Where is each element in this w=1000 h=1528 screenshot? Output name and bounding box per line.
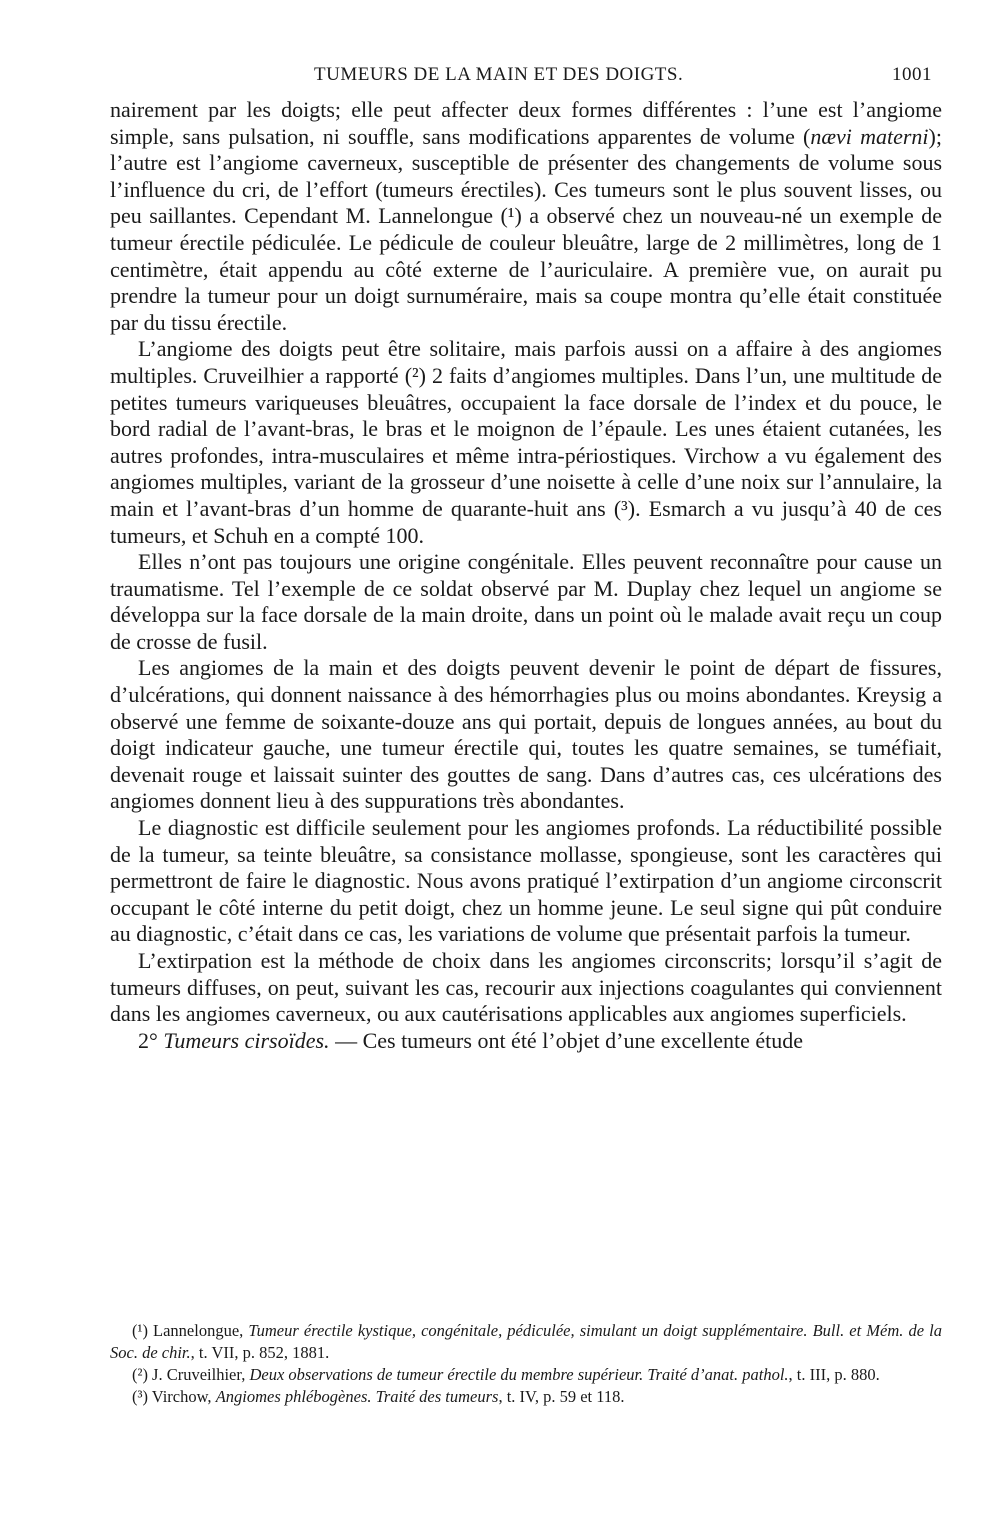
text-run: ); l’autre est l’angiome caverneux, susceptible de présenter des changements de volume sous l’influence du cri, de l’effort (tumeurs érectiles). Ces tumeurs sont le plus souvent lisses, ou peu saillantes. Cependant M. Lannelongue (¹) a observé chez un nouveau-né un exemple de tumeur érectile pédiculée. Le pédicule de couleur bleuâtre, large de 2 millimètres, long de 1 centimètre, était appendu au côté externe de l’auriculaire. A première vue, on aurait pu prendre la tumeur pour un doigt surnuméraire, mais sa coupe montra qu’elle était constituée par du tissu érectile. <box>110 123 942 335</box>
paragraph <box>110 549 942 655</box>
text-run: , t. VII, p. 852, 1881. <box>190 1343 330 1362</box>
footnote <box>110 1320 942 1364</box>
text-run: 2° <box>138 1027 164 1053</box>
footnote <box>110 1364 942 1386</box>
paragraph <box>110 815 942 948</box>
text-run: (³) Virchow, <box>132 1387 216 1406</box>
text-run: — Ces tumeurs ont été l’objet d’une excellente étude <box>329 1027 804 1053</box>
paragraph <box>110 97 942 336</box>
running-title: TUMEURS DE LA MAIN ET DES DOIGTS. <box>314 64 684 85</box>
body-text <box>110 97 942 1054</box>
italic-text: Angiomes phlébogènes. Traité des tumeurs <box>215 1387 499 1406</box>
text-run: (²) J. Cruveilhier, <box>132 1365 250 1384</box>
running-header <box>110 64 932 90</box>
footnote <box>110 1386 942 1408</box>
text-run: L’angiome des doigts peut être solitaire, mais parfois aussi on a affaire à des angiomes multiples. Cruveilhier a rapporté (²) 2 faits d’angiomes multiples. Dans l’un, une multitude de petites tumeurs variqueuses bleuâtres, occupaient la face dorsale de l’index et du pouce, le bord radial de l’avant-bras, le bras et le moignon de l’épaule. Les unes étaient cutanées, les autres profondes, intra-musculaires et même intra-périostiques. Virchow a vu également des angiomes multiples, variant de la grosseur d’une noisette à celle d’une noix sur l’annulaire, la main et l’avant-bras d’un homme de quarante-huit ans (³). Esmarch a vu jusqu’à 40 de ces tumeurs, et Schuh en a compté 100. <box>110 336 942 548</box>
text-run: Le diagnostic est difficile seulement pour les angiomes profonds. La réductibilité possible de la tumeur, sa teinte bleuâtre, sa consistance mollasse, spongieuse, sont les caractères qui permettront de faire le diagnostic. Nous avons pratiqué l’extirpation d’un angiome circonscrit occupant le côté interne du petit doigt, chez un homme jeune. Le seul signe qui pût conduire au diagnostic, c’était dans ce cas, les variations de volume que présentait parfois la tumeur. <box>110 815 942 947</box>
text-run: , t. III, p. 880. <box>788 1365 880 1384</box>
paragraph <box>110 336 942 549</box>
italic-text: Deux observations de tumeur érectile du membre supérieur. Traité d’anat. pathol. <box>249 1365 789 1384</box>
italic-text: Tumeurs cirsoïdes. <box>163 1027 330 1053</box>
paragraph <box>110 655 942 815</box>
text-run: (¹) Lannelongue, <box>132 1321 249 1340</box>
text-run: Les angiomes de la main et des doigts peuvent devenir le point de départ de fissures, d’ulcérations, qui donnent naissance à des hémorrhagies plus ou moins abondantes. Kreysig a observé une femme de soixante-douze ans qui portait, depuis de longues années, au bout du doigt indicateur gauche, une tumeur érectile qui, toutes les quatre semaines, se tuméfiait, devenait rouge et laissait suinter des gouttes de sang. Dans d’autres cas, ces ulcérations des angiomes donnent lieu à des suppurations très abondantes. <box>110 655 942 814</box>
text-run: L’extirpation est la méthode de choix dans les angiomes circonscrits; lorsqu’il s’agit de tumeurs diffuses, on peut, suivant les cas, recourir aux injections coagulantes qui conviennent dans les angiomes caverneux, ou aux cautérisations applicables aux angiomes superficiels. <box>110 948 942 1027</box>
paragraph <box>110 948 942 1028</box>
text-run: , t. IV, p. 59 et 118. <box>498 1387 625 1406</box>
page-number: 1001 <box>892 64 932 85</box>
italic-text: nævi materni <box>810 123 929 149</box>
text-run: Elles n’ont pas toujours une origine congénitale. Elles peuvent reconnaître pour cause un traumatisme. Tel l’exemple de ce soldat observé par M. Duplay chez lequel un angiome se développa sur la face dorsale de la main droite, dans un point où le malade avait reçu un coup de crosse de fusil. <box>110 549 942 654</box>
footnotes <box>110 1320 942 1408</box>
italic-text: Tumeur érectile kystique, congénitale, pédiculée, simulant un doigt supplémentaire. Bull. et Mém. de la Soc. de chir. <box>110 1321 942 1362</box>
paragraph <box>110 1028 942 1055</box>
text-run: nairement par les doigts; elle peut affecter deux formes différentes : l’une est l’angiome simple, sans pulsation, ni souffle, sans modifications apparentes de volume ( <box>110 97 942 149</box>
